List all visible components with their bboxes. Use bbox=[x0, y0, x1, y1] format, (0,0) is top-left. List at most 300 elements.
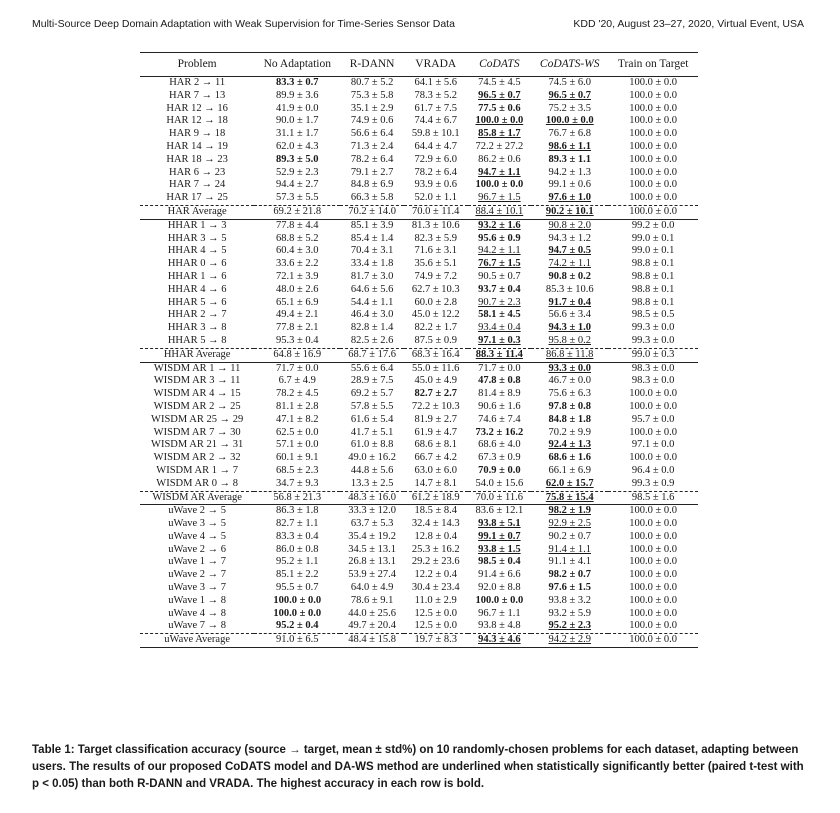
value-cell: 73.2 ± 16.2 bbox=[475, 426, 524, 438]
value-cell: 88.3 ± 11.4 bbox=[468, 348, 532, 362]
problem-cell: uWave 1 → 7 bbox=[168, 556, 227, 568]
value-cell: 67.3 ± 0.9 bbox=[478, 452, 521, 464]
value-cell: 99.1 ± 0.6 bbox=[548, 179, 591, 191]
value-cell: 61.0 ± 8.8 bbox=[350, 439, 394, 451]
value-cell: 94.7 ± 0.5 bbox=[548, 245, 591, 257]
value-cell: 61.9 ± 4.7 bbox=[414, 426, 457, 438]
value-cell: 96.5 ± 0.7 bbox=[478, 89, 521, 101]
table-row bbox=[140, 103, 698, 116]
problem-cell: HHAR 1 → 6 bbox=[167, 270, 227, 282]
value-cell: 100.0 ± 0.0 bbox=[629, 153, 678, 165]
problem-cell: uWave 2 → 7 bbox=[168, 569, 227, 581]
value-cell: 71.7 ± 0.0 bbox=[254, 362, 340, 375]
value-cell: 76.7 ± 6.8 bbox=[548, 128, 591, 140]
value-cell: 75.3 ± 5.8 bbox=[350, 89, 394, 101]
value-cell: 95.6 ± 0.9 bbox=[478, 232, 521, 244]
value-cell: 82.5 ± 2.6 bbox=[350, 334, 394, 346]
value-cell: 57.3 ± 5.5 bbox=[276, 192, 319, 204]
value-cell: 89.3 ± 5.0 bbox=[276, 153, 319, 165]
value-cell: 100.0 ± 0.0 bbox=[545, 115, 594, 127]
value-cell: 100.0 ± 0.0 bbox=[608, 634, 698, 648]
value-cell: 29.2 ± 23.6 bbox=[411, 556, 460, 568]
problem-cell: WISDM AR 7 → 30 bbox=[153, 426, 241, 438]
table-row bbox=[140, 335, 698, 348]
value-cell: 99.1 ± 0.7 bbox=[478, 530, 521, 542]
table-row bbox=[140, 167, 698, 180]
value-cell: 98.8 ± 0.1 bbox=[631, 283, 675, 295]
value-cell: 96.7 ± 1.1 bbox=[478, 607, 521, 619]
value-cell: 31.1 ± 1.7 bbox=[276, 128, 319, 140]
col-codats: CoDATS bbox=[468, 53, 532, 77]
value-cell: 100.0 ± 0.0 bbox=[629, 518, 678, 530]
value-cell: 72.2 ± 10.3 bbox=[411, 400, 460, 412]
value-cell: 47.1 ± 8.2 bbox=[276, 413, 319, 425]
value-cell: 98.8 ± 0.1 bbox=[631, 270, 675, 282]
value-cell: 56.6 ± 3.4 bbox=[548, 309, 591, 321]
value-cell: 78.2 ± 6.4 bbox=[414, 166, 457, 178]
value-cell: 12.2 ± 0.4 bbox=[414, 569, 457, 581]
value-cell: 72.9 ± 6.0 bbox=[414, 153, 457, 165]
value-cell: 93.7 ± 0.4 bbox=[478, 283, 521, 295]
table-row bbox=[140, 141, 698, 154]
problem-cell: WISDM AR 25 → 29 bbox=[151, 413, 244, 425]
value-cell: 83.3 ± 0.7 bbox=[276, 77, 319, 88]
value-cell: 90.2 ± 0.7 bbox=[548, 530, 591, 542]
table-row bbox=[140, 401, 698, 414]
value-cell: 59.8 ± 10.1 bbox=[411, 128, 460, 140]
table-row bbox=[140, 115, 698, 128]
value-cell: 78.3 ± 5.2 bbox=[414, 89, 457, 101]
value-cell: 62.0 ± 4.3 bbox=[276, 140, 319, 152]
value-cell: 98.2 ± 0.7 bbox=[548, 569, 591, 581]
value-cell: 100.0 ± 0.0 bbox=[629, 166, 678, 178]
value-cell: 94.4 ± 2.7 bbox=[276, 179, 319, 191]
value-cell: 93.2 ± 1.6 bbox=[468, 219, 532, 232]
value-cell: 100.0 ± 0.0 bbox=[629, 77, 678, 88]
value-cell: 95.2 ± 0.4 bbox=[276, 620, 319, 632]
value-cell: 83.3 ± 0.4 bbox=[276, 530, 319, 542]
table-row bbox=[140, 569, 698, 582]
value-cell: 62.7 ± 10.3 bbox=[411, 283, 460, 295]
value-cell: 93.3 ± 0.0 bbox=[531, 362, 608, 375]
value-cell: 100.0 ± 0.0 bbox=[629, 594, 678, 606]
value-cell: 68.8 ± 5.2 bbox=[276, 232, 319, 244]
table-body bbox=[140, 77, 698, 648]
table-row bbox=[140, 544, 698, 557]
value-cell: 86.3 ± 1.8 bbox=[254, 505, 340, 518]
value-cell: 90.5 ± 0.7 bbox=[478, 270, 521, 282]
value-cell: 61.2 ± 18.9 bbox=[404, 491, 468, 505]
value-cell: 100.0 ± 0.0 bbox=[475, 179, 524, 191]
problem-cell: WISDM AR 2 → 32 bbox=[153, 452, 241, 464]
value-cell: 77.5 ± 0.6 bbox=[478, 102, 521, 114]
problem-cell: HHAR 3 → 8 bbox=[167, 322, 227, 334]
value-cell: 94.3 ± 1.2 bbox=[548, 232, 591, 244]
table-row bbox=[140, 620, 698, 633]
problem-cell: uWave 4 → 5 bbox=[168, 530, 227, 542]
problem-cell: uWave 3 → 7 bbox=[168, 582, 227, 594]
value-cell: 68.6 ± 4.0 bbox=[478, 439, 521, 451]
value-cell: 48.3 ± 16.0 bbox=[340, 491, 404, 505]
value-cell: 100.0 ± 0.0 bbox=[629, 115, 678, 127]
problem-cell: WISDM AR 1 → 11 bbox=[140, 362, 254, 375]
table-row bbox=[140, 556, 698, 569]
table-header-row bbox=[140, 53, 698, 77]
value-cell: 85.3 ± 10.6 bbox=[545, 283, 594, 295]
value-cell: 49.7 ± 20.4 bbox=[348, 620, 397, 632]
value-cell: 28.9 ± 7.5 bbox=[350, 375, 394, 387]
value-cell: 97.6 ± 1.0 bbox=[548, 192, 591, 204]
col-r-dann: R-DANN bbox=[340, 53, 404, 77]
value-cell: 30.4 ± 23.4 bbox=[411, 582, 460, 594]
value-cell: 100.0 ± 0.0 bbox=[629, 179, 678, 191]
value-cell: 68.7 ± 17.6 bbox=[340, 348, 404, 362]
col-codats-ws: CoDATS-WS bbox=[531, 53, 608, 77]
table-row bbox=[140, 309, 698, 322]
value-cell: 88.4 ± 10.1 bbox=[468, 205, 532, 219]
problem-cell: uWave 1 → 8 bbox=[168, 594, 227, 606]
value-cell: 76.7 ± 1.5 bbox=[478, 258, 521, 270]
value-cell: 94.3 ± 4.6 bbox=[468, 634, 532, 648]
value-cell: 45.0 ± 12.2 bbox=[411, 309, 460, 321]
value-cell: 54.0 ± 15.6 bbox=[475, 477, 524, 489]
value-cell: 60.1 ± 9.1 bbox=[276, 452, 319, 464]
value-cell: 97.6 ± 1.5 bbox=[548, 582, 591, 594]
problem-cell: HAR Average bbox=[140, 205, 254, 219]
value-cell: 92.4 ± 1.3 bbox=[548, 439, 591, 451]
value-cell: 81.4 ± 8.9 bbox=[478, 388, 521, 400]
value-cell: 74.9 ± 7.2 bbox=[414, 270, 457, 282]
value-cell: 85.1 ± 2.2 bbox=[276, 569, 319, 581]
value-cell: 92.9 ± 2.5 bbox=[548, 518, 591, 530]
problem-cell: HAR 12 → 16 bbox=[166, 102, 228, 114]
value-cell: 100.0 ± 0.0 bbox=[629, 400, 678, 412]
value-cell: 64.6 ± 5.6 bbox=[350, 283, 394, 295]
value-cell: 91.1 ± 4.1 bbox=[548, 556, 591, 568]
value-cell: 93.8 ± 3.2 bbox=[548, 594, 591, 606]
value-cell: 46.4 ± 3.0 bbox=[350, 309, 394, 321]
value-cell: 6.7 ± 4.9 bbox=[278, 375, 316, 387]
problem-cell: HHAR 3 → 5 bbox=[167, 232, 227, 244]
conference-info: KDD '20, August 23–27, 2020, Virtual Event, USA bbox=[573, 18, 804, 30]
problem-cell: HAR 7 → 24 bbox=[169, 179, 226, 191]
value-cell: 99.3 ± 0.9 bbox=[631, 477, 675, 489]
value-cell: 82.8 ± 1.4 bbox=[350, 322, 394, 334]
value-cell: 72.2 ± 27.2 bbox=[475, 140, 524, 152]
problem-cell: HAR 2 → 11 bbox=[169, 77, 226, 88]
value-cell: 95.7 ± 0.0 bbox=[631, 413, 675, 425]
value-cell: 64.1 ± 5.6 bbox=[414, 77, 457, 88]
value-cell: 90.8 ± 0.2 bbox=[548, 270, 591, 282]
value-cell: 89.3 ± 1.1 bbox=[548, 153, 591, 165]
value-cell: 90.7 ± 2.3 bbox=[478, 296, 521, 308]
value-cell: 12.5 ± 0.0 bbox=[414, 620, 457, 632]
table-row bbox=[140, 271, 698, 284]
problem-cell: WISDM AR 21 → 31 bbox=[151, 439, 244, 451]
value-cell: 77.8 ± 2.1 bbox=[276, 322, 319, 334]
value-cell: 70.2 ± 14.0 bbox=[340, 205, 404, 219]
table-row bbox=[140, 427, 698, 440]
value-cell: 13.3 ± 2.5 bbox=[350, 477, 394, 489]
value-cell: 91.4 ± 1.1 bbox=[548, 543, 591, 555]
value-cell: 68.3 ± 16.4 bbox=[404, 348, 468, 362]
problem-cell: WISDM AR 0 → 8 bbox=[156, 477, 238, 489]
value-cell: 93.8 ± 4.8 bbox=[478, 620, 521, 632]
value-cell: 99.0 ± 0.1 bbox=[631, 245, 675, 257]
value-cell: 93.8 ± 1.5 bbox=[478, 543, 521, 555]
problem-cell: HAR 17 → 25 bbox=[166, 192, 228, 204]
value-cell: 44.0 ± 25.6 bbox=[348, 607, 397, 619]
value-cell: 86.2 ± 0.6 bbox=[478, 153, 521, 165]
value-cell: 100.0 ± 0.0 bbox=[475, 594, 524, 606]
value-cell: 74.4 ± 6.7 bbox=[414, 115, 457, 127]
value-cell: 86.0 ± 0.8 bbox=[276, 543, 319, 555]
problem-cell: HHAR 5 → 8 bbox=[167, 334, 227, 346]
table-row bbox=[140, 595, 698, 608]
value-cell: 66.1 ± 6.9 bbox=[548, 464, 591, 476]
value-cell: 77.8 ± 4.4 bbox=[254, 219, 340, 232]
value-cell: 75.2 ± 3.5 bbox=[548, 102, 591, 114]
value-cell: 100.0 ± 0.0 bbox=[608, 205, 698, 219]
value-cell: 71.3 ± 2.4 bbox=[350, 140, 394, 152]
value-cell: 95.2 ± 2.3 bbox=[548, 620, 591, 632]
table-average-row bbox=[140, 348, 698, 362]
value-cell: 100.0 ± 0.0 bbox=[629, 140, 678, 152]
problem-cell: HHAR 0 → 6 bbox=[167, 258, 227, 270]
value-cell: 58.1 ± 4.5 bbox=[478, 309, 521, 321]
value-cell: 98.3 ± 0.0 bbox=[631, 375, 675, 387]
problem-cell: uWave 4 → 8 bbox=[168, 607, 227, 619]
problem-cell: HAR 6 → 23 bbox=[169, 166, 226, 178]
table-row bbox=[140, 322, 698, 335]
results-table bbox=[140, 52, 698, 648]
value-cell: 68.5 ± 2.3 bbox=[276, 464, 319, 476]
table-row bbox=[140, 90, 698, 103]
value-cell: 44.8 ± 5.6 bbox=[350, 464, 394, 476]
value-cell: 25.3 ± 16.2 bbox=[411, 543, 460, 555]
value-cell: 94.2 ± 1.1 bbox=[478, 245, 521, 257]
problem-cell: uWave 3 → 5 bbox=[168, 518, 227, 530]
problem-cell: HAR 14 → 19 bbox=[166, 140, 228, 152]
value-cell: 94.3 ± 1.0 bbox=[548, 322, 591, 334]
value-cell: 95.5 ± 0.7 bbox=[276, 582, 319, 594]
value-cell: 85.1 ± 3.9 bbox=[340, 219, 404, 232]
table-row bbox=[140, 179, 698, 192]
problem-cell: HHAR 1 → 3 bbox=[140, 219, 254, 232]
value-cell: 100.0 ± 0.0 bbox=[629, 128, 678, 140]
table-row bbox=[140, 505, 698, 518]
running-title: Multi-Source Deep Domain Adaptation with Weak Supervision for Time-Series Sensor Data bbox=[32, 18, 455, 30]
value-cell: 61.6 ± 5.4 bbox=[350, 413, 394, 425]
value-cell: 97.1 ± 0.0 bbox=[631, 439, 675, 451]
value-cell: 49.4 ± 2.1 bbox=[276, 309, 319, 321]
value-cell: 75.8 ± 15.4 bbox=[531, 491, 608, 505]
value-cell: 100.0 ± 0.0 bbox=[629, 530, 678, 542]
table-row bbox=[140, 375, 698, 388]
value-cell: 100.0 ± 0.0 bbox=[629, 543, 678, 555]
value-cell: 79.1 ± 2.7 bbox=[350, 166, 394, 178]
value-cell: 100.0 ± 0.0 bbox=[629, 388, 678, 400]
value-cell: 80.7 ± 5.2 bbox=[350, 77, 394, 88]
value-cell: 100.0 ± 0.0 bbox=[629, 89, 678, 101]
value-cell: 90.6 ± 1.6 bbox=[478, 400, 521, 412]
problem-cell: HHAR 5 → 6 bbox=[167, 296, 227, 308]
value-cell: 91.4 ± 6.6 bbox=[478, 569, 521, 581]
value-cell: 71.7 ± 0.0 bbox=[468, 362, 532, 375]
value-cell: 78.2 ± 6.4 bbox=[350, 153, 394, 165]
value-cell: 53.9 ± 27.4 bbox=[348, 569, 397, 581]
table-row bbox=[140, 192, 698, 205]
value-cell: 95.3 ± 0.4 bbox=[276, 334, 319, 346]
col-vrada: VRADA bbox=[404, 53, 468, 77]
value-cell: 66.3 ± 5.8 bbox=[350, 192, 394, 204]
value-cell: 57.8 ± 5.5 bbox=[350, 400, 394, 412]
value-cell: 95.2 ± 1.1 bbox=[276, 556, 319, 568]
value-cell: 70.9 ± 0.0 bbox=[478, 464, 521, 476]
problem-cell: HAR 18 → 23 bbox=[166, 153, 228, 165]
value-cell: 60.4 ± 3.0 bbox=[276, 245, 319, 257]
table-row bbox=[140, 297, 698, 310]
table-row bbox=[140, 478, 698, 491]
value-cell: 90.2 ± 10.1 bbox=[531, 205, 608, 219]
value-cell: 100.0 ± 0.0 bbox=[629, 192, 678, 204]
table-row bbox=[140, 452, 698, 465]
table-row bbox=[140, 284, 698, 297]
value-cell: 81.1 ± 2.8 bbox=[276, 400, 319, 412]
value-cell: 91.0 ± 6.5 bbox=[254, 634, 340, 648]
value-cell: 74.6 ± 7.4 bbox=[478, 413, 521, 425]
value-cell: 100.0 ± 0.0 bbox=[629, 607, 678, 619]
value-cell: 56.6 ± 6.4 bbox=[350, 128, 394, 140]
value-cell: 14.7 ± 8.1 bbox=[414, 477, 457, 489]
value-cell: 19.7 ± 8.3 bbox=[404, 634, 468, 648]
table-row bbox=[140, 245, 698, 258]
value-cell: 96.5 ± 0.7 bbox=[548, 89, 591, 101]
value-cell: 98.6 ± 1.1 bbox=[548, 140, 591, 152]
problem-cell: uWave 2 → 5 bbox=[140, 505, 254, 518]
value-cell: 78.6 ± 9.1 bbox=[350, 594, 394, 606]
value-cell: 94.2 ± 1.3 bbox=[548, 166, 591, 178]
value-cell: 32.4 ± 14.3 bbox=[411, 518, 460, 530]
problem-cell: HAR 7 → 13 bbox=[169, 89, 226, 101]
problem-cell: HAR 9 → 18 bbox=[169, 128, 226, 140]
table-average-row bbox=[140, 491, 698, 505]
table-row bbox=[140, 77, 698, 90]
value-cell: 64.4 ± 4.7 bbox=[414, 140, 457, 152]
value-cell: 52.0 ± 1.1 bbox=[414, 192, 457, 204]
table-row bbox=[140, 518, 698, 531]
value-cell: 82.7 ± 2.7 bbox=[414, 388, 457, 400]
value-cell: 75.6 ± 6.3 bbox=[548, 388, 591, 400]
problem-cell: WISDM AR Average bbox=[140, 491, 254, 505]
value-cell: 85.4 ± 1.4 bbox=[350, 232, 394, 244]
value-cell: 98.3 ± 0.0 bbox=[608, 362, 698, 375]
value-cell: 70.4 ± 3.1 bbox=[350, 245, 394, 257]
value-cell: 93.2 ± 5.9 bbox=[548, 607, 591, 619]
value-cell: 33.6 ± 2.2 bbox=[276, 258, 319, 270]
value-cell: 92.0 ± 8.8 bbox=[478, 582, 521, 594]
value-cell: 81.7 ± 3.0 bbox=[350, 270, 394, 282]
value-cell: 34.5 ± 13.1 bbox=[348, 543, 397, 555]
value-cell: 81.3 ± 10.6 bbox=[404, 219, 468, 232]
value-cell: 70.0 ± 11.4 bbox=[404, 205, 468, 219]
value-cell: 68.6 ± 1.6 bbox=[548, 452, 591, 464]
value-cell: 100.0 ± 0.0 bbox=[475, 115, 524, 127]
value-cell: 96.7 ± 1.5 bbox=[478, 192, 521, 204]
value-cell: 41.9 ± 0.0 bbox=[276, 102, 319, 114]
table-row bbox=[140, 362, 698, 375]
value-cell: 94.2 ± 2.9 bbox=[531, 634, 608, 648]
results-table-container bbox=[140, 52, 698, 648]
value-cell: 86.8 ± 11.8 bbox=[531, 348, 608, 362]
value-cell: 94.7 ± 1.1 bbox=[478, 166, 521, 178]
table-row bbox=[140, 414, 698, 427]
value-cell: 98.5 ± 0.4 bbox=[478, 556, 521, 568]
value-cell: 100.0 ± 0.0 bbox=[629, 426, 678, 438]
table-row bbox=[140, 388, 698, 401]
col-problem: Problem bbox=[140, 53, 254, 77]
value-cell: 54.4 ± 1.1 bbox=[350, 296, 394, 308]
problem-cell: WISDM AR 4 → 15 bbox=[153, 388, 241, 400]
value-cell: 84.8 ± 6.9 bbox=[350, 179, 394, 191]
table-row bbox=[140, 258, 698, 271]
value-cell: 100.0 ± 0.0 bbox=[629, 620, 678, 632]
value-cell: 98.5 ± 0.5 bbox=[631, 309, 675, 321]
value-cell: 65.1 ± 6.9 bbox=[276, 296, 319, 308]
problem-cell: uWave 7 → 8 bbox=[168, 620, 227, 632]
value-cell: 69.2 ± 21.8 bbox=[254, 205, 340, 219]
value-cell: 99.3 ± 0.0 bbox=[631, 322, 675, 334]
value-cell: 93.8 ± 5.1 bbox=[478, 518, 521, 530]
value-cell: 72.1 ± 3.9 bbox=[276, 270, 319, 282]
value-cell: 100.0 ± 0.0 bbox=[608, 505, 698, 518]
value-cell: 56.8 ± 21.3 bbox=[254, 491, 340, 505]
table-average-row bbox=[140, 205, 698, 219]
problem-cell: HHAR 4 → 5 bbox=[167, 245, 227, 257]
value-cell: 98.2 ± 1.9 bbox=[531, 505, 608, 518]
value-cell: 97.8 ± 0.8 bbox=[548, 400, 591, 412]
value-cell: 61.7 ± 7.5 bbox=[414, 102, 457, 114]
value-cell: 70.2 ± 9.9 bbox=[548, 426, 591, 438]
value-cell: 48.4 ± 15.8 bbox=[340, 634, 404, 648]
table-caption: Table 1: Target classification accuracy (source → target, mean ± std%) on 10 randomly-chosen problems for each dataset, adapting between users. The results of our proposed CoDATS model and DA-WS method are underlined when statistically significantly better (paired t-test with p < 0.05) than both R-DANN and VRADA. The highest accuracy in each row is bold. bbox=[32, 744, 804, 790]
problem-cell: uWave Average bbox=[140, 634, 254, 648]
table-row bbox=[140, 465, 698, 478]
value-cell: 74.5 ± 4.5 bbox=[478, 77, 521, 88]
value-cell: 99.3 ± 0.0 bbox=[631, 334, 675, 346]
value-cell: 11.0 ± 2.9 bbox=[414, 594, 457, 606]
value-cell: 93.4 ± 0.4 bbox=[478, 322, 521, 334]
problem-cell: HHAR 2 → 7 bbox=[167, 309, 227, 321]
value-cell: 64.0 ± 4.9 bbox=[350, 582, 394, 594]
value-cell: 35.4 ± 19.2 bbox=[348, 530, 397, 542]
value-cell: 100.0 ± 0.0 bbox=[629, 452, 678, 464]
problem-cell: HHAR 4 → 6 bbox=[167, 283, 227, 295]
value-cell: 35.6 ± 5.1 bbox=[414, 258, 457, 270]
problem-cell: WISDM AR 3 → 11 bbox=[153, 375, 241, 387]
table-row bbox=[140, 219, 698, 232]
value-cell: 62.0 ± 15.7 bbox=[545, 477, 594, 489]
value-cell: 57.1 ± 0.0 bbox=[276, 439, 319, 451]
value-cell: 97.1 ± 0.3 bbox=[478, 334, 521, 346]
value-cell: 87.5 ± 0.9 bbox=[414, 334, 457, 346]
col-no-adaptation: No Adaptation bbox=[254, 53, 340, 77]
col-train-on-target: Train on Target bbox=[608, 53, 698, 77]
problem-cell: WISDM AR 2 → 25 bbox=[153, 400, 241, 412]
value-cell: 63.0 ± 6.0 bbox=[414, 464, 457, 476]
table-average-row bbox=[140, 634, 698, 648]
value-cell: 55.6 ± 6.4 bbox=[340, 362, 404, 375]
